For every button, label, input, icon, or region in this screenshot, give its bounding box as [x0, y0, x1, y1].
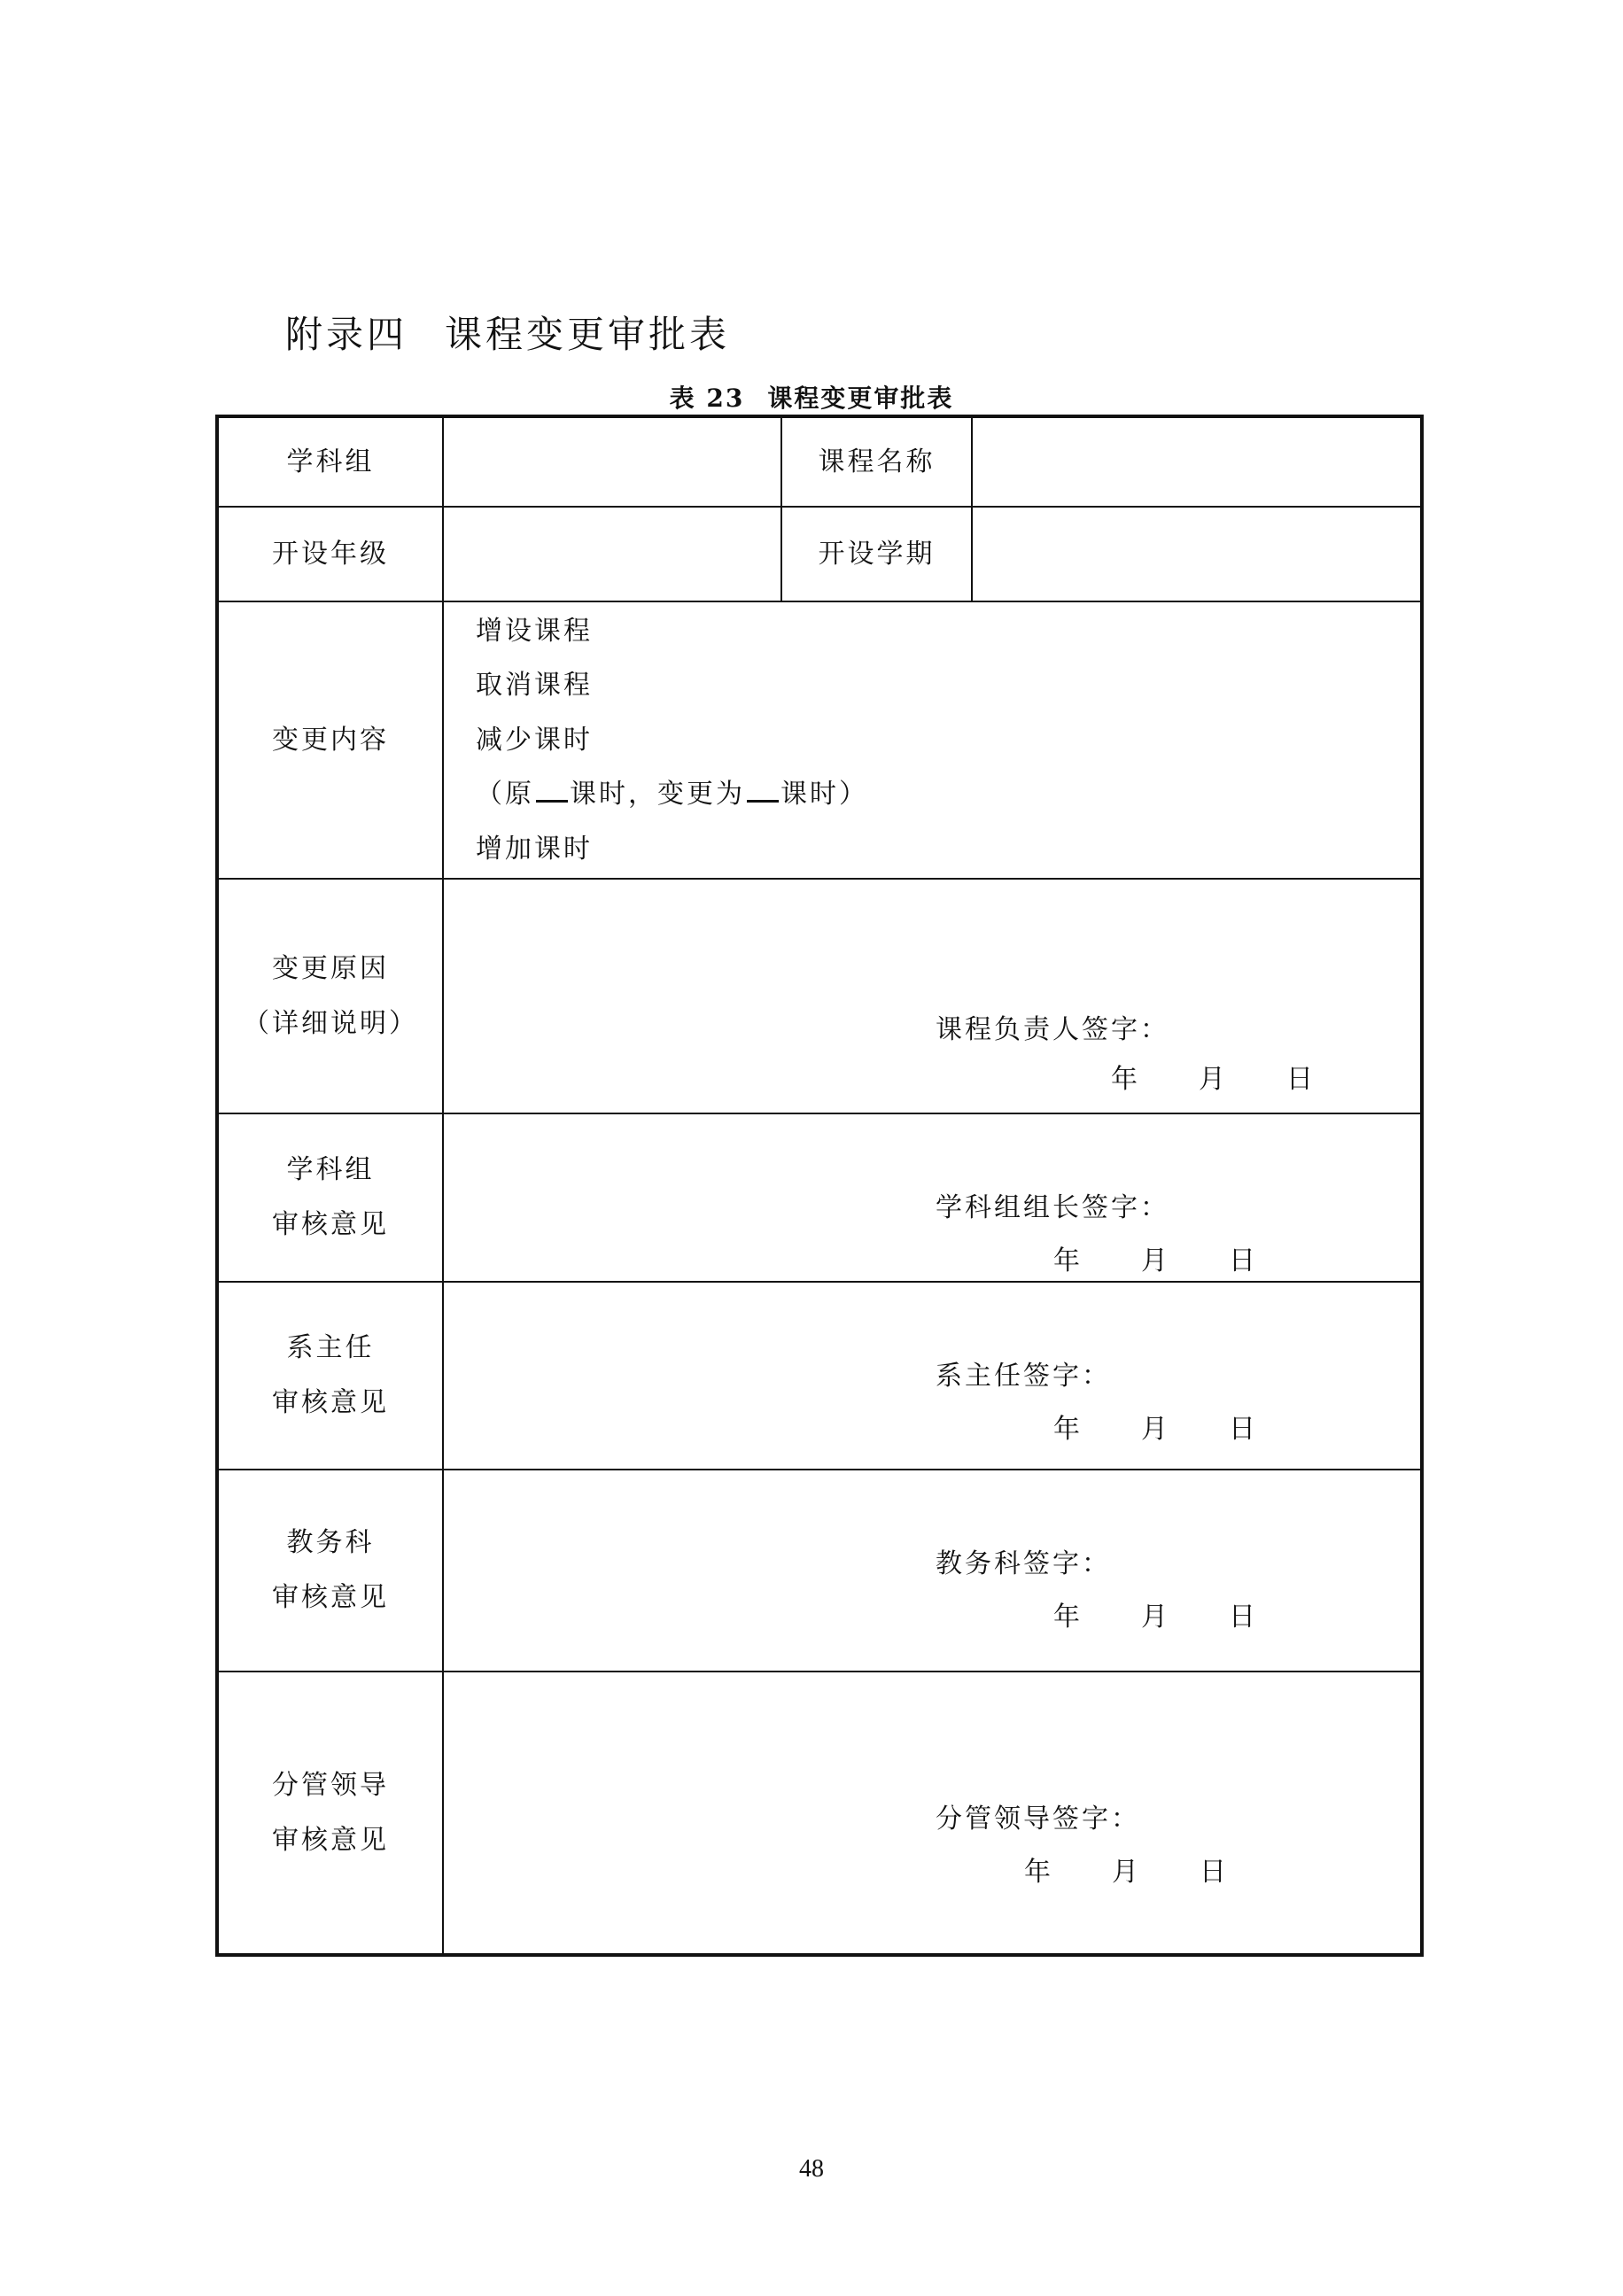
date-month-label: 月	[1112, 1857, 1141, 1888]
subject-review-field[interactable]	[443, 1113, 1422, 1282]
hours-change-line	[476, 767, 1420, 822]
approval-form-table	[215, 415, 1424, 1957]
row-subject-review	[217, 1113, 1422, 1282]
date-month-label: 月	[1141, 1414, 1170, 1445]
academic-review-label-line1: 教务科	[286, 1527, 375, 1558]
dept-review-label	[217, 1282, 443, 1470]
change-reason-label	[217, 879, 443, 1113]
date-day-label: 日	[1229, 1602, 1258, 1633]
date-line	[1053, 1238, 1258, 1277]
row-change-content	[217, 601, 1422, 879]
academic-office-signature-label: 教务科签字：	[936, 1548, 1111, 1579]
date-month-label: 月	[1199, 1064, 1228, 1095]
hours-text-original: （原	[476, 779, 534, 811]
dept-head-signature-label: 系主任签字：	[936, 1361, 1111, 1392]
option-increase-hours[interactable]: 增加课时	[476, 833, 593, 865]
page-title	[285, 306, 730, 359]
row-leader-review	[217, 1672, 1422, 1955]
date-day-label: 日	[1229, 1245, 1258, 1276]
option-add-course[interactable]: 增设课程	[476, 615, 593, 647]
row-grade-semester	[217, 507, 1422, 601]
hours-text-end: 课时）	[780, 779, 868, 811]
date-year-label: 年	[1024, 1857, 1053, 1888]
date-day-label: 日	[1229, 1414, 1258, 1445]
date-line	[1111, 1057, 1316, 1096]
academic-review-label	[217, 1470, 443, 1672]
date-day-label: 日	[1286, 1064, 1316, 1095]
table-caption	[0, 379, 1623, 415]
academic-review-label-line2: 审核意见	[272, 1582, 389, 1613]
form-title: 课程变更审批表	[445, 313, 731, 356]
row-subject-course	[217, 416, 1422, 507]
table-number: 表 23	[669, 384, 745, 413]
leader-review-label-line2: 审核意见	[272, 1824, 389, 1856]
original-hours-blank[interactable]	[536, 777, 568, 803]
date-line	[1053, 1594, 1258, 1633]
date-month-label: 月	[1141, 1602, 1170, 1633]
change-reason-field[interactable]	[443, 879, 1422, 1113]
hours-text-changed: 课时，变更为	[570, 779, 745, 811]
dept-review-label-line1: 系主任	[286, 1332, 375, 1363]
subject-review-label-line2: 审核意见	[272, 1209, 389, 1240]
new-hours-blank[interactable]	[747, 777, 779, 803]
option-reduce-hours[interactable]: 减少课时	[476, 724, 593, 756]
date-month-label: 月	[1141, 1245, 1170, 1276]
leader-signature-label: 分管领导签字：	[936, 1803, 1140, 1834]
semester-label: 开设学期	[781, 507, 972, 601]
dept-review-label-line2: 审核意见	[272, 1387, 389, 1418]
date-line	[1053, 1407, 1258, 1446]
course-name-label: 课程名称	[781, 416, 972, 507]
row-dept-review	[217, 1282, 1422, 1470]
appendix-label: 附录四	[285, 313, 408, 356]
leader-review-label	[217, 1672, 443, 1955]
subject-leader-signature-label: 学科组组长签字：	[936, 1192, 1169, 1223]
subject-group-label: 学科组	[217, 416, 443, 507]
course-owner-signature-label: 课程负责人签字：	[936, 1014, 1169, 1045]
date-year-label: 年	[1053, 1414, 1083, 1445]
semester-field[interactable]	[972, 507, 1422, 601]
page-number: 48	[799, 2155, 824, 2183]
date-year-label: 年	[1111, 1064, 1140, 1095]
table-title: 课程变更审批表	[767, 384, 954, 413]
option-cancel-course[interactable]: 取消课程	[476, 670, 593, 702]
row-academic-review	[217, 1470, 1422, 1672]
subject-review-label-line1: 学科组	[286, 1154, 375, 1185]
academic-review-field[interactable]	[443, 1470, 1422, 1672]
leader-review-label-line1: 分管领导	[272, 1769, 389, 1801]
leader-review-field[interactable]	[443, 1672, 1422, 1955]
dept-review-field[interactable]	[443, 1282, 1422, 1470]
change-reason-label-line1: 变更原因	[272, 952, 389, 984]
date-line	[1024, 1850, 1229, 1889]
date-year-label: 年	[1053, 1602, 1083, 1633]
date-year-label: 年	[1053, 1245, 1083, 1276]
change-content-options	[443, 601, 1422, 879]
change-reason-label-line2: （详细说明）	[243, 1007, 418, 1039]
course-name-field[interactable]	[972, 416, 1422, 507]
change-content-label: 变更内容	[217, 601, 443, 879]
date-day-label: 日	[1200, 1857, 1229, 1888]
grade-field[interactable]	[443, 507, 781, 601]
row-change-reason	[217, 879, 1422, 1113]
subject-group-field[interactable]	[443, 416, 781, 507]
grade-label: 开设年级	[217, 507, 443, 601]
subject-review-label	[217, 1113, 443, 1282]
